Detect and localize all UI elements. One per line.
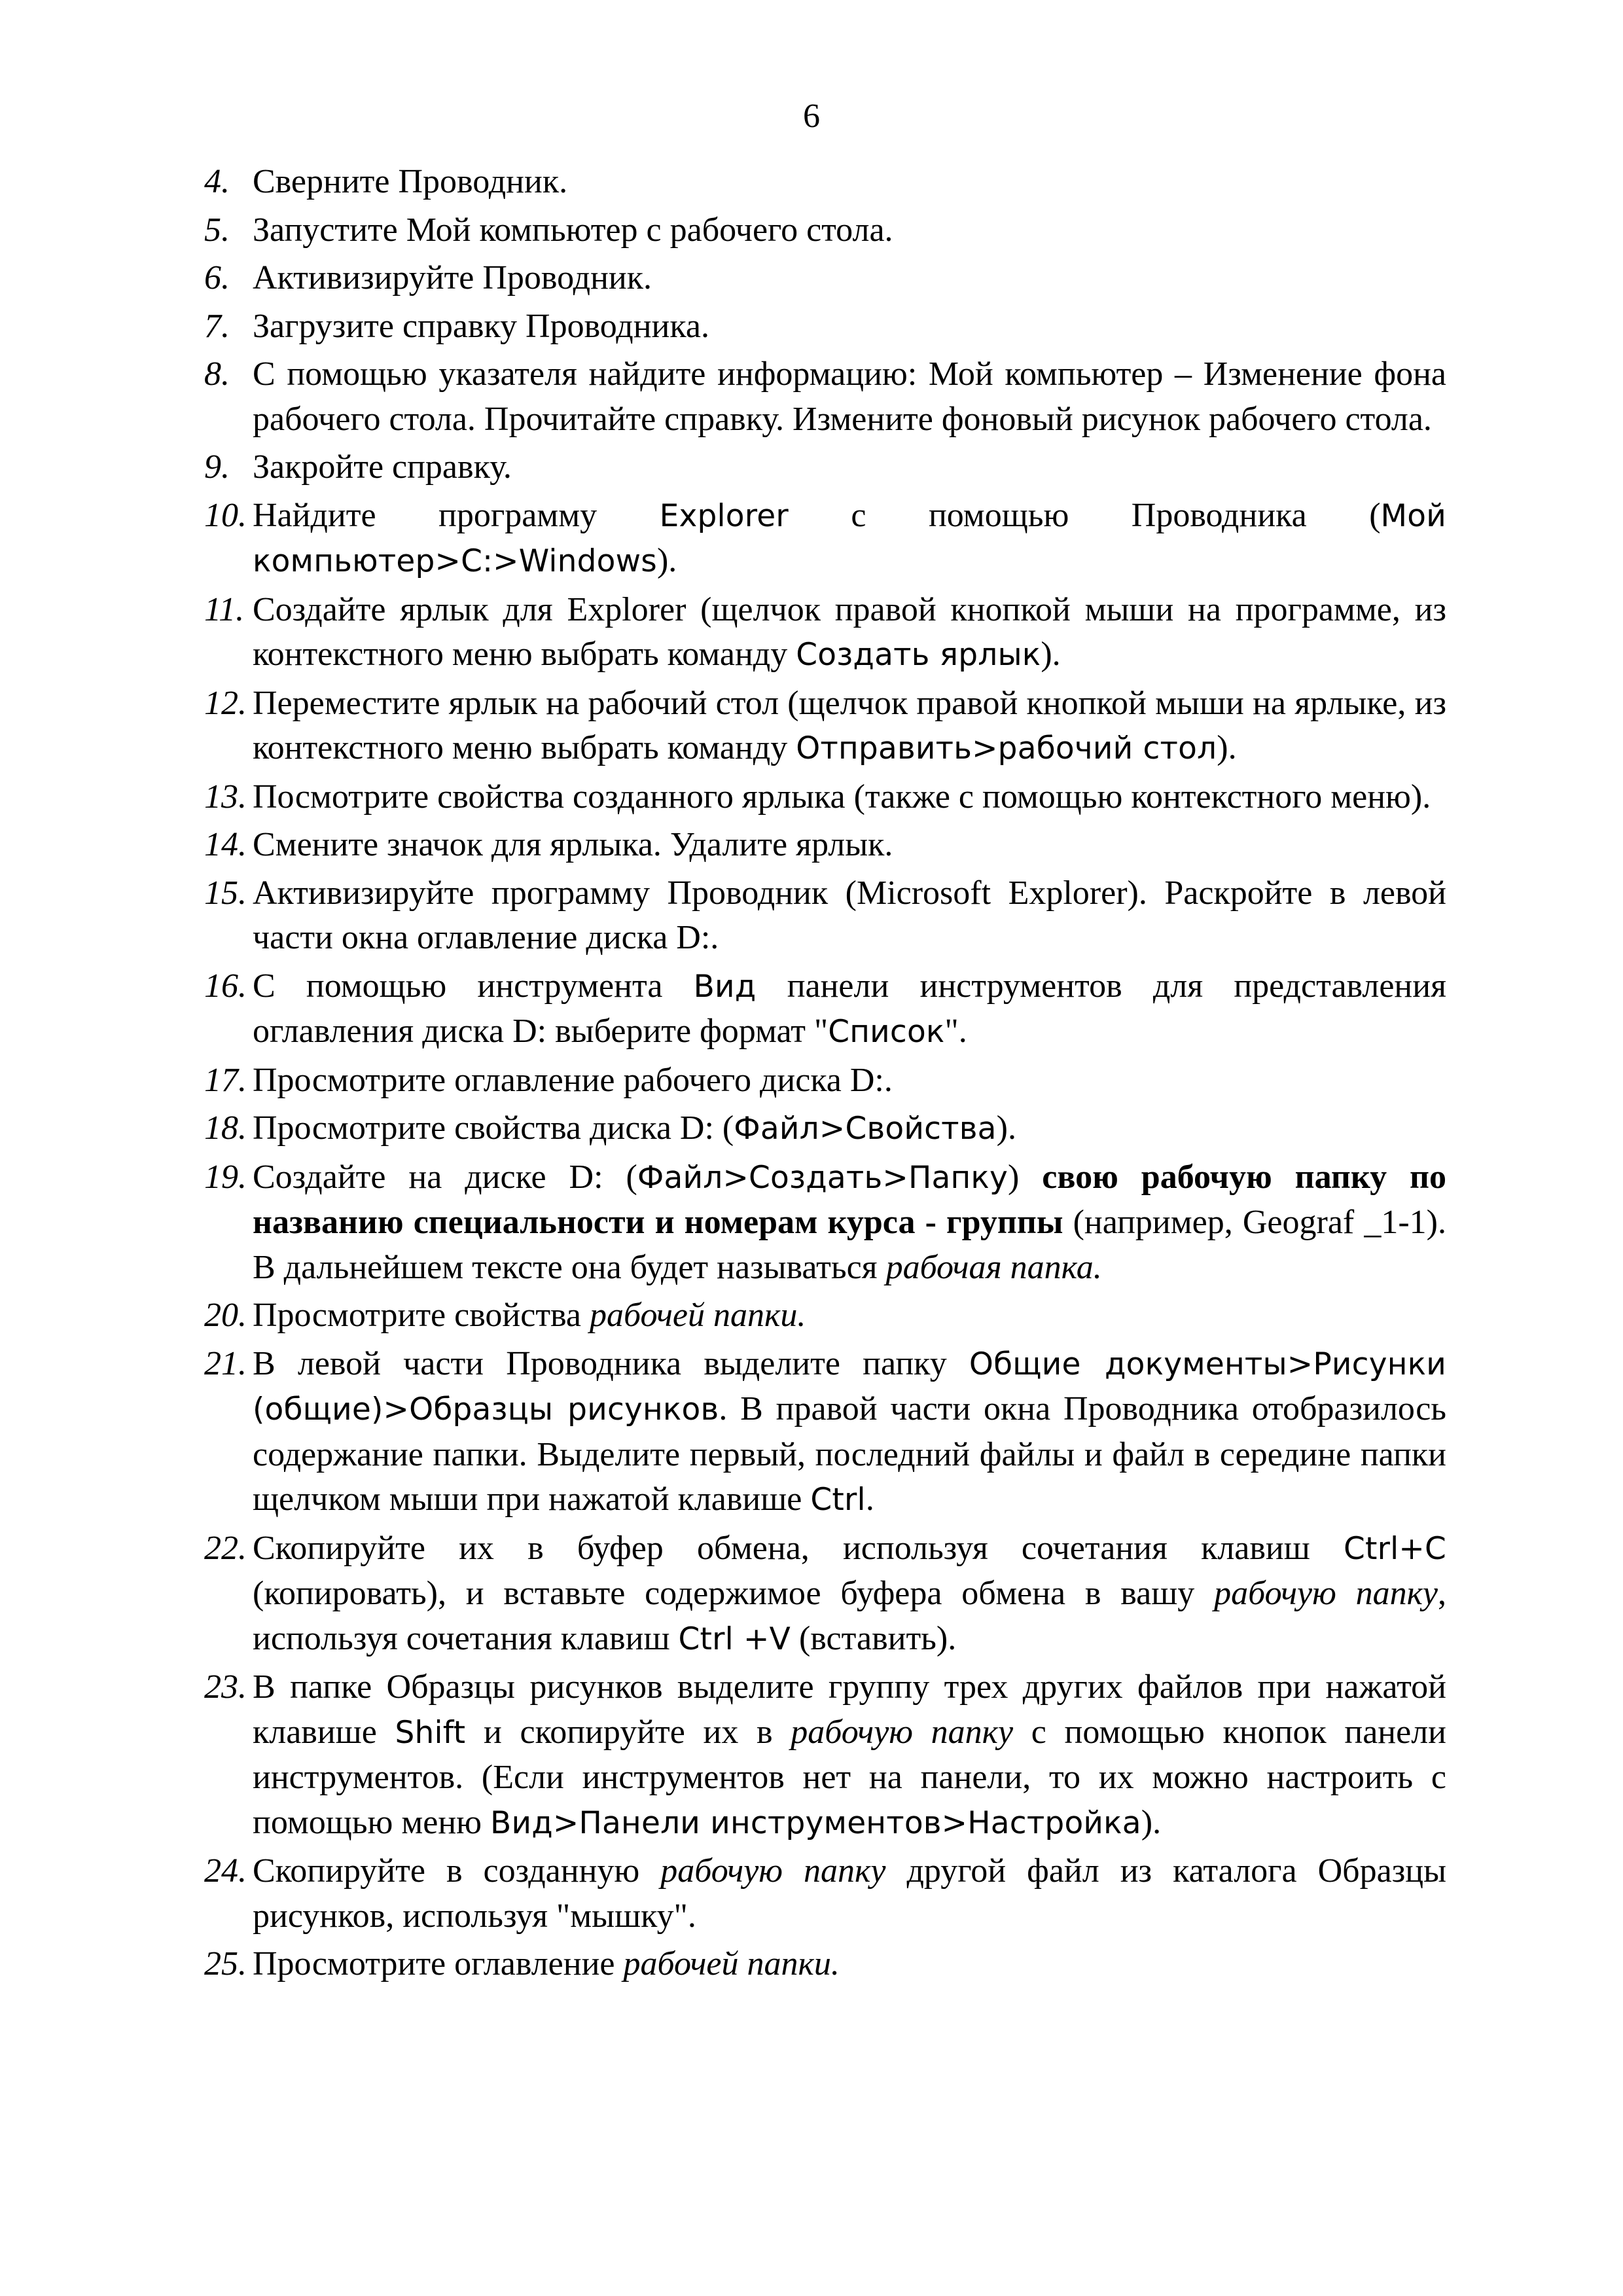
text-fragment: В левой части Проводника выделите папку — [253, 1344, 969, 1382]
text-fragment: Сверните Проводник. — [253, 163, 568, 200]
task-text — [253, 591, 1446, 673]
task-item — [204, 1058, 1446, 1103]
menu-command: Shift — [395, 1714, 466, 1751]
text-fragment: и скопируйте их в — [465, 1713, 791, 1751]
text-fragment: Активизируйте программу Проводник (Microsoft Explorer). Раскройте в левой части окна оглавление диска D:. — [253, 874, 1446, 956]
task-number: 6. — [204, 259, 230, 296]
task-item — [204, 775, 1446, 820]
menu-command: Файл>Свойства — [734, 1111, 997, 1147]
task-text — [253, 355, 1446, 438]
text-fragment: другой файл из каталога Образцы рисунков, используя "мышку". — [253, 1852, 1447, 1935]
text-fragment: Переместите ярлык на рабочий стол (щелчок правой кнопкой мыши на ярлыке, из контекстного меню выбрать команду — [253, 684, 1446, 766]
menu-command: Список — [828, 1014, 945, 1050]
task-number: 25. — [204, 1945, 247, 1982]
task-text — [253, 211, 893, 249]
task-number: 9. — [204, 448, 230, 486]
text-fragment: ). — [1141, 1803, 1162, 1841]
task-text — [253, 1945, 840, 1982]
task-text — [253, 778, 1431, 816]
task-item — [204, 160, 1446, 205]
task-text — [253, 967, 1446, 1050]
text-fragment: С помощью инструмента — [253, 967, 694, 1005]
menu-command: Мой компьютер>C:>Windows — [253, 497, 1446, 579]
task-text — [253, 497, 1446, 580]
text-fragment: панели инструментов для представления оглавления диска D: выберите формат " — [253, 967, 1447, 1050]
menu-command: Ctrl — [810, 1482, 866, 1518]
task-item — [204, 208, 1446, 253]
menu-command: Вид — [693, 968, 757, 1005]
task-number: 17. — [204, 1061, 247, 1099]
task-text — [253, 259, 652, 296]
task-text — [253, 1109, 1016, 1147]
task-text — [253, 1530, 1446, 1657]
text-fragment: Скопируйте их в буфер обмена, используя сочетания клавиш — [253, 1529, 1344, 1567]
task-item — [204, 1665, 1446, 1846]
text-fragment: (копировать), и вставьте содержимое буфера обмена в вашу — [253, 1575, 1215, 1612]
task-item — [204, 588, 1446, 678]
task-number: 13. — [204, 778, 247, 816]
task-item — [204, 256, 1446, 301]
task-text — [253, 1062, 893, 1099]
menu-command: Вид>Панели инструментов>Настройка — [490, 1804, 1141, 1841]
text-fragment: ). — [1217, 729, 1237, 766]
task-text — [253, 1345, 1446, 1518]
bold-text: свою рабочую папку по названию специальности и номерам курса - группы — [253, 1158, 1446, 1241]
text-fragment: Активизируйте Проводник. — [253, 259, 652, 296]
task-text — [253, 826, 893, 863]
text-fragment: Просмотрите оглавление рабочего диска D:. — [253, 1061, 893, 1099]
text-fragment: Закройте справку. — [253, 448, 512, 486]
task-number: 10. — [204, 496, 247, 534]
task-item — [204, 304, 1446, 350]
task-text — [253, 685, 1446, 767]
task-item — [204, 1849, 1447, 1939]
task-item — [204, 445, 1446, 490]
task-item — [204, 1106, 1446, 1152]
emphasis-text: рабочую папку — [1214, 1575, 1438, 1612]
menu-command: Ctrl +V — [678, 1621, 791, 1657]
text-fragment: Просмотрите свойства — [253, 1297, 590, 1334]
text-fragment: Просмотрите свойства диска D: ( — [253, 1109, 734, 1147]
text-fragment: , используя сочетания клавиш — [253, 1575, 1447, 1657]
task-number: 19. — [204, 1158, 247, 1196]
text-fragment: Смените значок для ярлыка. Удалите ярлык. — [253, 826, 893, 863]
task-number: 4. — [204, 163, 230, 200]
text-fragment: С помощью указателя найдите информацию: Мой компьютер – Изменение фона рабочего стола. Прочитайте справку. Измените фоновый рисунок рабочего стола. — [253, 355, 1446, 438]
text-fragment: ). — [996, 1109, 1016, 1147]
emphasis-text: рабочая папка. — [885, 1248, 1102, 1286]
task-number: 22. — [204, 1529, 247, 1567]
emphasis-text: рабочей папки. — [590, 1297, 806, 1334]
task-number: 16. — [204, 967, 247, 1005]
task-number: 21. — [204, 1344, 247, 1382]
text-fragment: Создайте ярлык для Explorer (щелчок правой кнопкой мыши на программе, из контекстного меню выбрать команду — [253, 590, 1446, 673]
text-fragment: . В правой части окна Проводника отобразилось содержание папки. Выделите первый, последний файлы и файл в середине папки щелчком мыши при нажатой клавише — [253, 1390, 1447, 1518]
task-text — [253, 1852, 1446, 1935]
text-fragment: с помощью кнопок панели инструментов. (Если инструментов нет на панели, то их можно настроить с помощью меню — [253, 1713, 1446, 1841]
task-item — [204, 681, 1446, 772]
emphasis-text: рабочую папку — [791, 1713, 1014, 1751]
menu-command: Общие документы>Рисунки (общие)>Образцы рисунков — [253, 1346, 1446, 1427]
page-number: 6 — [803, 98, 820, 135]
task-item — [204, 1942, 1446, 1987]
menu-command: Отправить>рабочий стол — [796, 730, 1217, 766]
task-item — [204, 1342, 1447, 1523]
text-fragment: с помощью Проводника ( — [788, 496, 1381, 534]
text-fragment: В папке Образцы рисунков выделите группу трех других файлов при нажатой клавише — [253, 1668, 1446, 1751]
task-number: 15. — [204, 874, 247, 912]
text-fragment: (например, Geograf _1-1). В дальнейшем тексте она будет называться — [253, 1204, 1446, 1286]
text-fragment: Скопируйте в созданную — [253, 1852, 661, 1890]
task-number: 5. — [204, 211, 230, 249]
task-item — [204, 823, 1446, 868]
task-item — [204, 964, 1447, 1055]
text-fragment: Запустите Мой компьютер с рабочего стола. — [253, 211, 893, 249]
task-number: 12. — [204, 684, 247, 722]
text-fragment: . — [865, 1480, 874, 1518]
text-fragment: Найдите программу — [253, 496, 660, 534]
emphasis-text: рабочую папку — [660, 1852, 886, 1890]
task-item — [204, 871, 1446, 961]
task-text — [253, 308, 709, 345]
task-number: 20. — [204, 1297, 247, 1334]
menu-command: Explorer — [659, 497, 789, 534]
task-list — [204, 160, 1447, 1990]
menu-command: Файл>Создать>Папку — [637, 1159, 1008, 1196]
task-number: 14. — [204, 826, 247, 863]
text-fragment: ). — [656, 542, 677, 579]
emphasis-text: рабочей папки. — [623, 1945, 840, 1982]
task-number: 11. — [204, 590, 245, 628]
task-text — [253, 448, 512, 486]
task-text — [253, 1158, 1446, 1286]
task-item — [204, 352, 1446, 442]
task-text — [253, 1668, 1446, 1841]
task-text — [253, 163, 567, 200]
text-fragment: ". — [944, 1013, 967, 1050]
menu-command: Ctrl+C — [1343, 1530, 1446, 1567]
text-fragment: (вставить). — [790, 1619, 957, 1657]
text-fragment: Посмотрите свойства созданного ярлыка (также с помощью контекстного меню). — [253, 778, 1431, 816]
task-item — [204, 1155, 1446, 1291]
task-number: 23. — [204, 1668, 247, 1706]
menu-command: Создать ярлык — [796, 637, 1041, 673]
text-fragment: Загрузите справку Проводника. — [253, 307, 709, 345]
task-number: 24. — [204, 1852, 247, 1890]
text-fragment: ). — [1041, 636, 1061, 673]
text-fragment: Просмотрите оглавление — [253, 1945, 624, 1982]
task-item — [204, 493, 1446, 584]
text-fragment: ) — [1008, 1158, 1043, 1196]
task-number: 8. — [204, 355, 230, 393]
task-text — [253, 874, 1446, 957]
text-fragment: Создайте на диске D: ( — [253, 1158, 637, 1196]
task-number: 18. — [204, 1109, 247, 1147]
task-number: 7. — [204, 307, 230, 345]
task-item — [204, 1526, 1447, 1662]
task-text — [253, 1297, 806, 1334]
task-item — [204, 1293, 1446, 1338]
